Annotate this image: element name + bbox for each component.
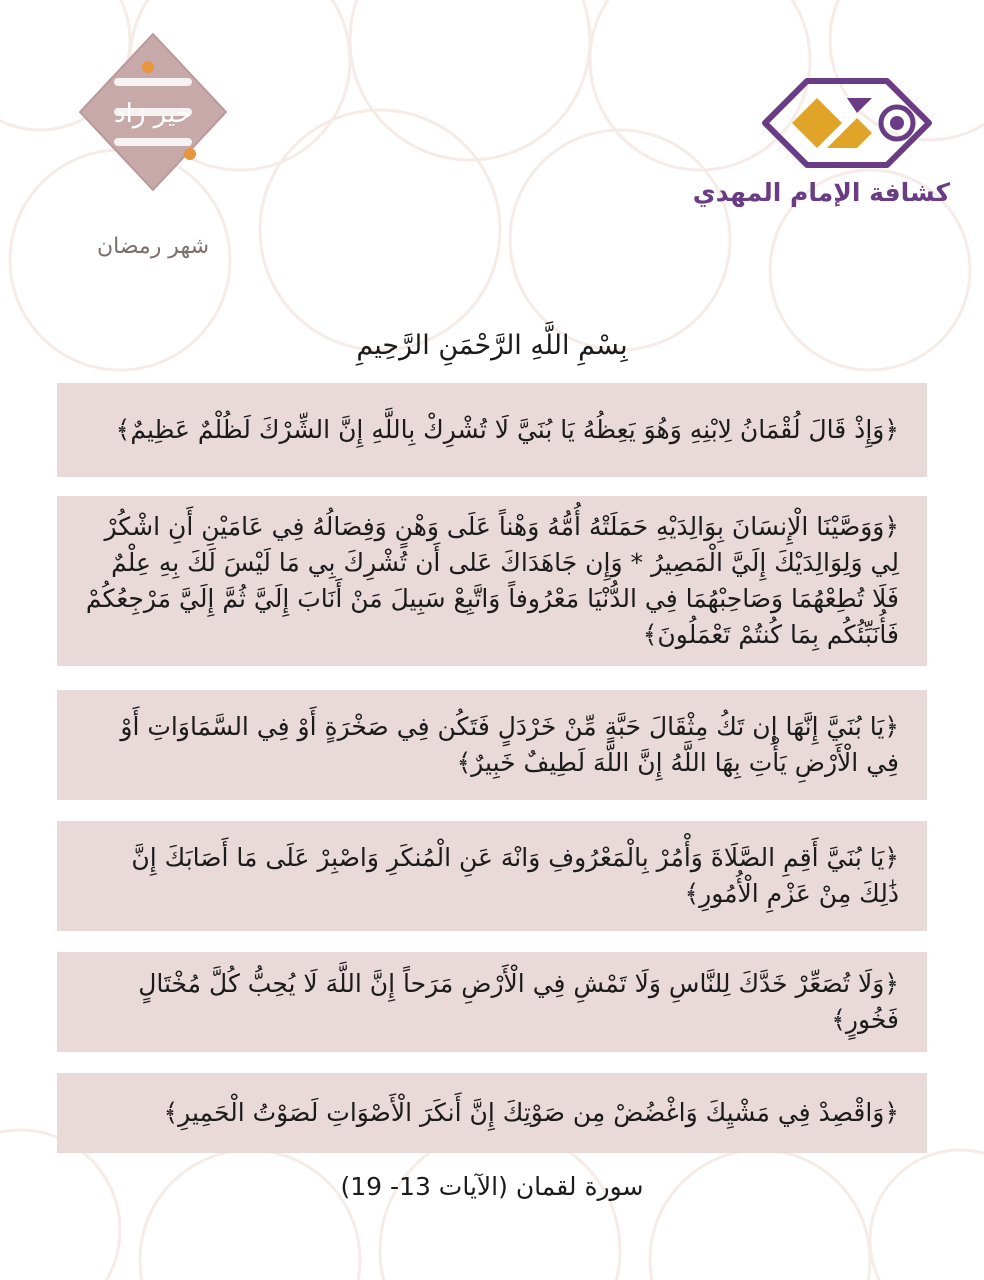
surah-reference: سورة لقمان (الآيات 13- 19) [340, 1172, 644, 1201]
khair-zad-logo [78, 32, 228, 259]
verse-text: ﴿يَا بُنَيَّ إِنَّهَا إِن تَكُ مِثْقَالَ حَبَّةٍ مِّنْ خَرْدَلٍ فَتَكُن فِي صَخْرَةٍ أَوْ فِي السَّمَاوَاتِ أَوْ فِي الْأَرْضِ يَأْتِ بِهَا اللَّهُ إِنَّ اللَّهَ لَطِيفٌ خَبِيرٌ﴾ [120, 712, 899, 777]
scouts-name: كشافة الإمام المهدي [692, 178, 950, 207]
scouts-emblem [762, 78, 932, 168]
khair-zad-logo-text: خير زاد [114, 99, 192, 129]
verse-text: ﴿يَا بُنَيَّ أَقِمِ الصَّلَاةَ وَأْمُرْ بِالْمَعْرُوفِ وَانْهَ عَنِ الْمُنكَرِ وَاصْبِرْ عَلَى مَا أَصَابَكَ إِنَّ ذَٰلِكَ مِنْ عَزْمِ الْأُمُورِ﴾ [131, 843, 899, 908]
ramadan-caption: شهر رمضان [96, 234, 210, 259]
verse-box [57, 496, 927, 666]
basmala: بِسْمِ اللَّهِ الرَّحْمَنِ الرَّحِيمِ [356, 330, 628, 361]
scouts-logo [692, 78, 960, 218]
verse-text: ﴿وَإِذْ قَالَ لُقْمَانُ لِابْنِهِ وَهُوَ يَعِظُهُ يَا بُنَيَّ لَا تُشْرِكْ بِاللَّهِ إِنَّ الشِّرْكَ لَظُلْمٌ عَظِيمٌ﴾ [115, 415, 899, 444]
verse-box [57, 952, 927, 1052]
khair-zad-emblem [78, 32, 228, 192]
verse-text: ﴿وَاقْصِدْ فِي مَشْيِكَ وَاغْضُضْ مِن صَوْتِكَ إِنَّ أَنكَرَ الْأَصْوَاتِ لَصَوْتُ الْحَمِيرِ﴾ [163, 1098, 899, 1127]
verse-box [57, 821, 927, 931]
verse-text: ﴿وَلَا تُصَعِّرْ خَدَّكَ لِلنَّاسِ وَلَا تَمْشِ فِي الْأَرْضِ مَرَحاً إِنَّ اللَّهَ لَا يُحِبُّ كُلَّ مُخْتَالٍ فَخُورٍ﴾ [138, 969, 899, 1034]
verse-text: ﴿وَوَصَّيْنَا الْإِنسَانَ بِوَالِدَيْهِ حَمَلَتْهُ أُمُّهُ وَهْناً عَلَى وَهْنٍ وَفِصَالُهُ فِي عَامَيْنِ أَنِ اشْكُرْ لِي وَلِوَالِدَيْكَ إِلَيَّ الْمَصِيرُ * وَإِن جَاهَدَاكَ عَلى أَن تُشْرِكَ بِي مَا لَيْسَ لَكَ بِهِ عِلْمٌ فَلَا تُطِعْهُمَا وَصَاحِبْهُمَا فِي الدُّنْيَا مَعْرُوفاً وَاتَّبِعْ سَبِيلَ مَنْ أَنَابَ إِلَيَّ ثُمَّ إِلَيَّ مَرْجِعُكُمْ فَأُنَبِّئُكُم بِمَا كُنتُمْ تَعْمَلُونَ﴾ [85, 512, 899, 649]
verse-box [57, 1073, 927, 1153]
verse-box [57, 690, 927, 800]
verse-box [57, 383, 927, 477]
